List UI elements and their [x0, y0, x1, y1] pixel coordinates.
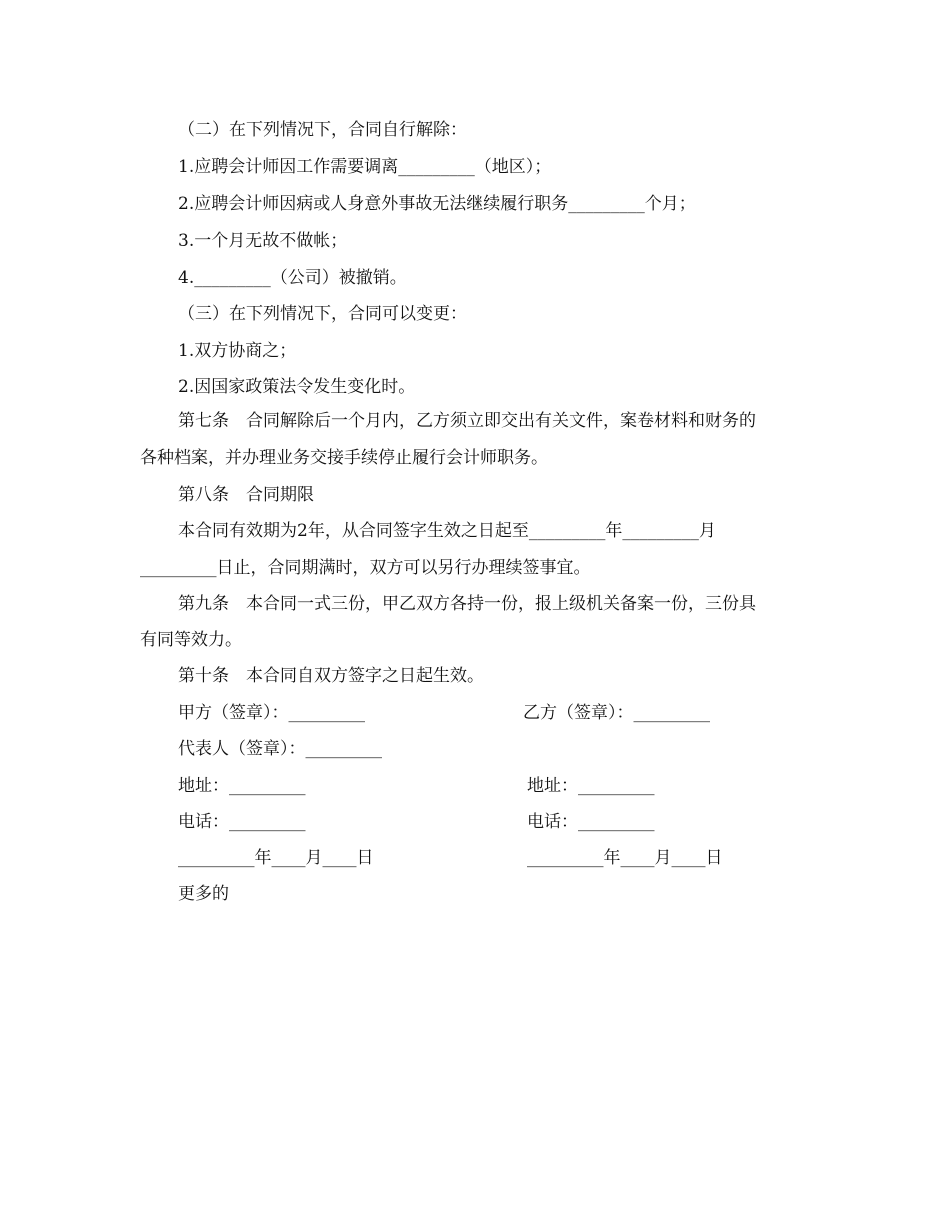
article-8-text-continued: _________日止，合同期满时，双方可以另行办理续签事宜。: [140, 558, 591, 578]
clause-item: 2.应聘会计师因病或人身意外事故无法继续履行职务_________个月；: [178, 194, 696, 214]
clause-item: 2.因国家政策法令发生变化时。: [178, 377, 416, 397]
clause-item: 4._________（公司）被撤销。: [178, 268, 407, 288]
clause-item: 1.应聘会计师因工作需要调离_________（地区）；: [178, 157, 552, 177]
party-b-date: _________年____月____日: [527, 848, 723, 868]
party-b-address: 地址：_________: [527, 776, 655, 796]
article-9-text: 第九条 本合同一式三份，甲乙双方各持一份，报上级机关备案一份，三份具: [178, 594, 756, 614]
party-a-phone: 电话：_________: [178, 812, 306, 832]
section-2-heading: （二）在下列情况下，合同自行解除：: [178, 120, 467, 140]
article-9-text-continued: 有同等效力。: [140, 630, 242, 650]
article-8-text: 本合同有效期为2年，从合同签字生效之日起至_________年_________月: [178, 521, 716, 541]
article-7-text: 第七条 合同解除后一个月内，乙方须立即交出有关文件，案卷材料和财务的: [178, 411, 756, 431]
article-10-text: 第十条 本合同自双方签字之日起生效。: [178, 666, 484, 686]
party-a-address: 地址：_________: [178, 776, 306, 796]
section-3-heading: （三）在下列情况下，合同可以变更：: [178, 304, 467, 324]
article-8-heading: 第八条 合同期限: [178, 485, 314, 505]
party-b-phone: 电话：_________: [527, 812, 655, 832]
party-b-signature: 乙方（签章）：_________: [523, 703, 710, 723]
article-7-text-continued: 各种档案，并办理业务交接手续停止履行会计师职务。: [140, 448, 548, 468]
representative-signature: 代表人（签章）：_________: [178, 739, 382, 759]
more-text: 更多的: [178, 884, 229, 904]
party-a-signature: 甲方（签章）：_________: [178, 703, 365, 723]
clause-item: 3.一个月无故不做帐；: [178, 231, 348, 251]
clause-item: 1.双方协商之；: [178, 341, 297, 361]
party-a-date: _________年____月____日: [178, 848, 374, 868]
